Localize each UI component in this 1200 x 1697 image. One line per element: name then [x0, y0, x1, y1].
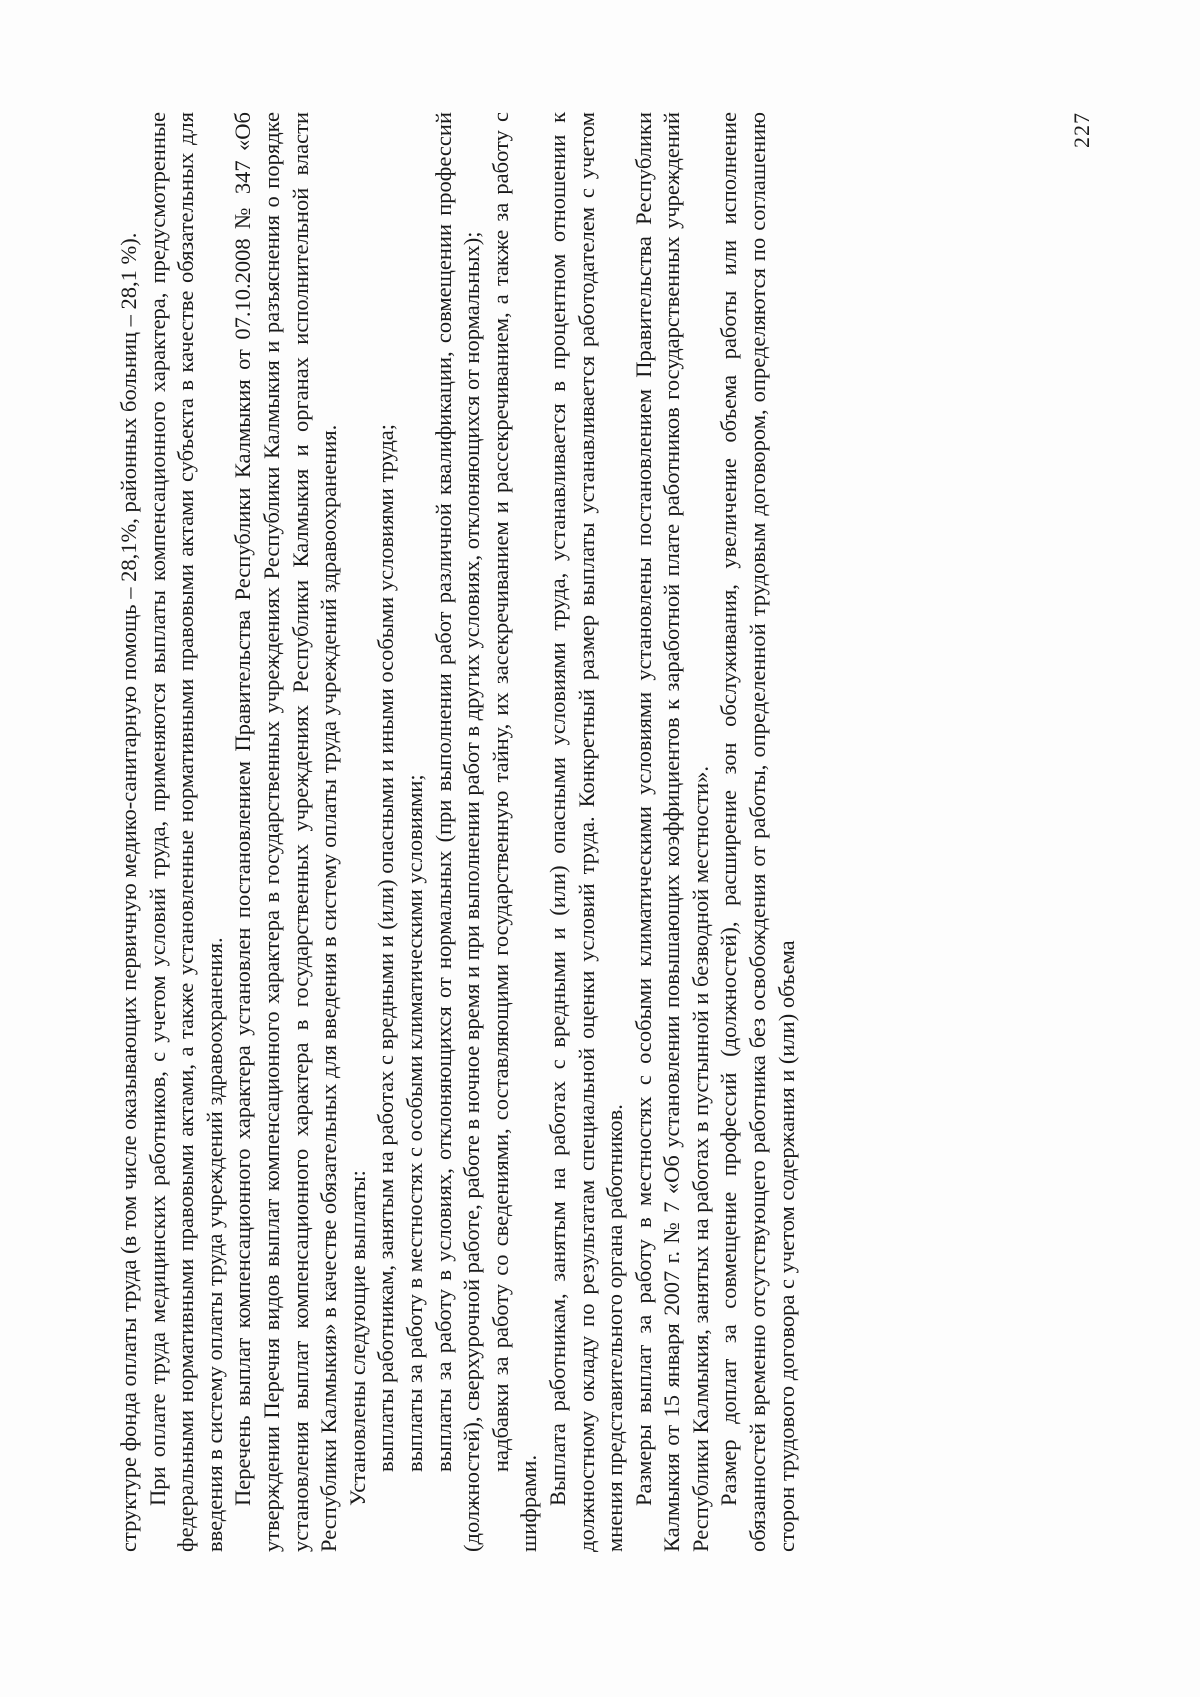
list-item: выплаты за работу в местностях с особыми климатическими условиями; [401, 774, 427, 1472]
document-body [115, 112, 801, 1552]
paragraph: Размер доплат за совмещение профессий (должностей), расширение зон обслуживания, увеличение объема работы или исполнение обязанностей временно отсутствующего работника без освобождения от работы, определенной трудовым договором, определяются по соглашению сторон трудового договора с учетом содержания и (или) объема [716, 112, 799, 1552]
paragraph: Установлены следующие выплаты: [344, 1170, 370, 1506]
paragraph: Перечень выплат компенсационного характера установлен постановлением Правительства Республики Калмыкия от 07.10.2008 № 347 «Об утверждении Перечня видов выплат компенсационного характера в государственных учреждениях Республики Калмыкия и разъяснения о порядке установления выплат компенсационного характера в государственных учреждениях Республики Калмыкия и органах исполнительной власти Республики Калмыкия» в качестве обязательных для введения в систему оплаты труда учреждений здравоохранения. [230, 112, 342, 1552]
rotated-content [115, 112, 1095, 1552]
paragraph: структуре фонда оплаты труда (в том числе оказывающих первичную медико-санитарную помощь – 28,1%, районных больниц – 28,1 %). [116, 232, 141, 1552]
paragraph: Размеры выплат за работу в местностях с особыми климатическими условиями установлены постановлением Правительства Республики Калмыкия от 15 января 2007 г. № 7 «Об установлении повышающих коэффициентов к заработной плате работников государственных учреждений Республики Калмыкия, занятых на работах в пустынной и безводной местности». [630, 112, 713, 1552]
list-item: выплаты работникам, занятым на работах с вредными и (или) опасными и иными особыми условиями труда; [373, 423, 399, 1472]
list-item: надбавки за работу со сведениями, составляющими государственную тайну, их засекречиванием и рассекречиванием, а также за работу с шифрами. [487, 112, 542, 1552]
paragraph: При оплате труда медицинских работников, с учетом условий труда, применяются выплаты компенсационного характера, предусмотренные федеральными нормативными правовыми актами, а также установленные нормативными правовыми актами субъекта в качестве обязательных для введения в систему оплаты труда учреждений здравоохранения. [144, 112, 227, 1552]
page-number: 227 [1069, 112, 1094, 148]
paragraph: Выплата работникам, занятым на работах с вредными и (или) опасными условиями труда, устанавливается в процентном отношении к должностному окладу по результатам специальной оценки условий труда. Конкретный размер выплаты устанавливается работодателем с учетом мнения представительного органа работников. [544, 112, 628, 1552]
list-item: выплаты за работу в условиях, отклоняющихся от нормальных (при выполнении работ различной квалификации, совмещении профессий (должностей), сверхурочной работе, работе в ночное время и при выполнении работ в других условиях, отклоняющихся от нормальных); [430, 112, 485, 1552]
